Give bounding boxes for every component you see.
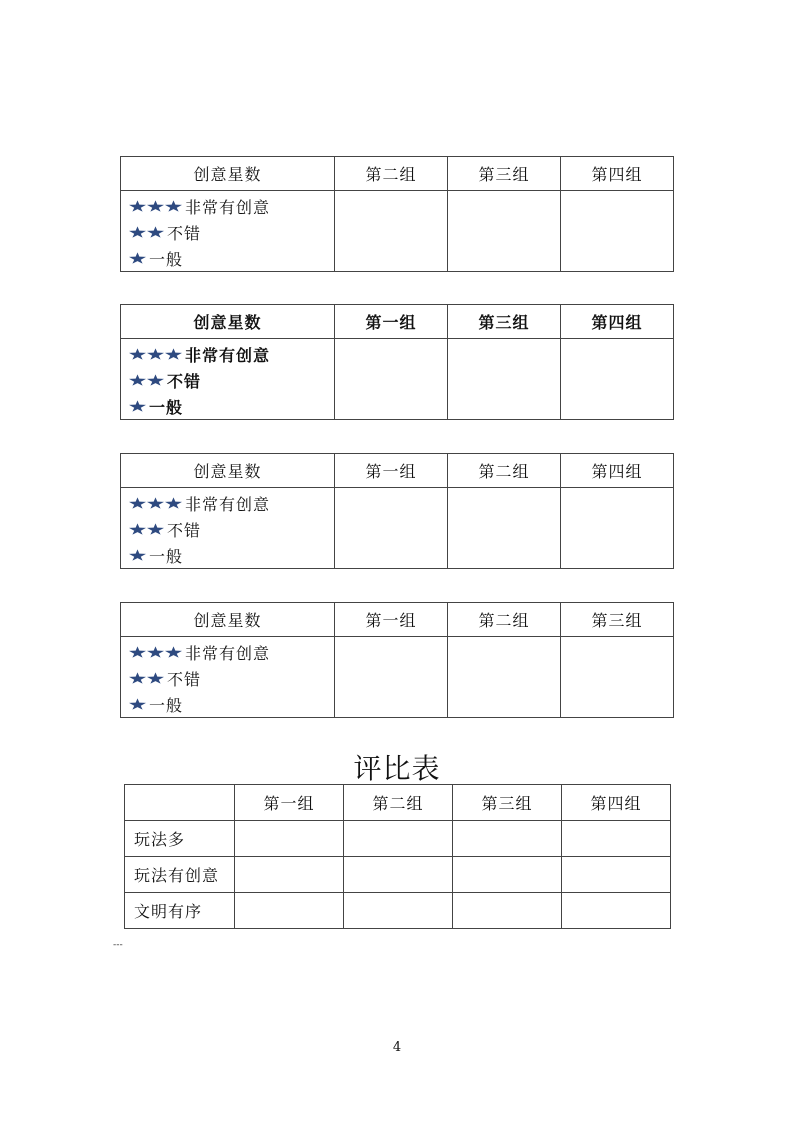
header-cell-group: 第二组 (335, 157, 448, 191)
star-icon (129, 646, 146, 658)
score-cell[interactable] (335, 488, 448, 569)
summary-title: 评比表 (353, 752, 441, 785)
score-cell[interactable] (561, 339, 674, 420)
star-level-item (121, 245, 334, 271)
star-icon (129, 400, 146, 412)
table-header-row (121, 157, 674, 191)
levels-cell (121, 488, 335, 569)
levels-cell (121, 637, 335, 718)
star-icon (147, 497, 164, 509)
star-level-item (121, 393, 334, 419)
star-icon (129, 523, 146, 535)
star-level-label: 非常有创意 (185, 643, 271, 663)
score-cell[interactable] (562, 893, 671, 929)
table-row (121, 488, 674, 569)
star-icon (147, 374, 164, 386)
score-cell[interactable] (344, 857, 453, 893)
score-cell[interactable] (453, 893, 562, 929)
star-level-label: 不错 (167, 669, 202, 689)
header-cell-group: 第三组 (453, 785, 562, 821)
star-level-item (121, 691, 334, 717)
star-icon (129, 200, 146, 212)
header-cell-group: 第四组 (562, 785, 671, 821)
star-level-item (121, 193, 334, 219)
score-cell[interactable] (448, 191, 561, 272)
score-cell[interactable] (448, 339, 561, 420)
star-level-item (121, 516, 334, 542)
star-level-label: 一般 (149, 546, 184, 566)
table-header-row (121, 603, 674, 637)
header-cell-group: 第四组 (561, 305, 674, 339)
header-cell-group: 第一组 (335, 305, 448, 339)
star-icon (129, 226, 146, 238)
header-cell-group: 第三组 (448, 305, 561, 339)
star-icon (147, 523, 164, 535)
star-level-label: 一般 (149, 695, 184, 715)
star-level-label: 不错 (167, 223, 202, 243)
star-level-item (121, 219, 334, 245)
score-cell[interactable] (344, 893, 453, 929)
dash-mark: --- (113, 940, 123, 950)
score-cell[interactable] (448, 637, 561, 718)
header-cell-group: 第四组 (561, 157, 674, 191)
score-cell[interactable] (335, 191, 448, 272)
levels-list (121, 488, 334, 568)
header-cell-group: 第一组 (335, 603, 448, 637)
score-cell[interactable] (453, 857, 562, 893)
star-icon (129, 374, 146, 386)
row-label: 玩法多 (125, 821, 235, 857)
header-cell-star-count: 创意星数 (121, 305, 335, 339)
table-row (121, 637, 674, 718)
table-row (121, 191, 674, 272)
rating-table-3 (120, 453, 674, 569)
star-icon (147, 646, 164, 658)
table-row (125, 857, 671, 893)
row-label: 玩法有创意 (125, 857, 235, 893)
score-cell[interactable] (453, 821, 562, 857)
star-rating (129, 646, 183, 658)
score-cell[interactable] (235, 857, 344, 893)
header-cell-group: 第三组 (561, 603, 674, 637)
star-rating (129, 226, 165, 238)
star-level-label: 不错 (167, 371, 202, 391)
star-rating (129, 252, 147, 264)
star-rating (129, 523, 165, 535)
star-icon (147, 226, 164, 238)
star-icon (129, 698, 146, 710)
star-icon (165, 646, 182, 658)
levels-list (121, 191, 334, 271)
table-header-row (121, 305, 674, 339)
star-icon (147, 348, 164, 360)
header-cell-corner (125, 785, 235, 821)
score-cell[interactable] (561, 488, 674, 569)
star-icon (147, 200, 164, 212)
header-cell-group: 第二组 (344, 785, 453, 821)
score-cell[interactable] (448, 488, 561, 569)
star-rating (129, 200, 183, 212)
score-cell[interactable] (562, 857, 671, 893)
star-level-item (121, 639, 334, 665)
score-cell[interactable] (344, 821, 453, 857)
star-level-item (121, 542, 334, 568)
header-cell-star-count: 创意星数 (121, 603, 335, 637)
score-cell[interactable] (235, 821, 344, 857)
page-number: 4 (392, 1040, 402, 1055)
star-level-item (121, 490, 334, 516)
table-header-row (125, 785, 671, 821)
levels-list (121, 637, 334, 717)
star-level-label: 非常有创意 (185, 197, 271, 217)
table-row (125, 893, 671, 929)
star-icon (129, 252, 146, 264)
header-cell-group: 第一组 (235, 785, 344, 821)
score-cell[interactable] (235, 893, 344, 929)
star-level-label: 非常有创意 (185, 345, 271, 365)
star-level-label: 非常有创意 (185, 494, 271, 514)
header-cell-star-count: 创意星数 (121, 454, 335, 488)
score-cell[interactable] (562, 821, 671, 857)
score-cell[interactable] (335, 637, 448, 718)
star-icon (129, 549, 146, 561)
star-icon (165, 497, 182, 509)
score-cell[interactable] (561, 191, 674, 272)
levels-list (121, 339, 334, 419)
star-icon (147, 672, 164, 684)
table-row (121, 339, 674, 420)
star-rating (129, 400, 147, 412)
levels-cell (121, 339, 335, 420)
star-rating (129, 497, 183, 509)
star-level-label: 一般 (149, 397, 184, 417)
score-cell[interactable] (561, 637, 674, 718)
header-cell-star-count: 创意星数 (121, 157, 335, 191)
star-rating (129, 698, 147, 710)
row-label: 文明有序 (125, 893, 235, 929)
table-row (125, 821, 671, 857)
star-rating (129, 672, 165, 684)
table-header-row (121, 454, 674, 488)
header-cell-group: 第二组 (448, 454, 561, 488)
header-cell-group: 第一组 (335, 454, 448, 488)
rating-table-1 (120, 156, 674, 272)
star-level-item (121, 341, 334, 367)
star-icon (165, 200, 182, 212)
summary-table (124, 784, 671, 929)
star-rating (129, 348, 183, 360)
star-level-item (121, 367, 334, 393)
levels-cell (121, 191, 335, 272)
score-cell[interactable] (335, 339, 448, 420)
star-level-item (121, 665, 334, 691)
header-cell-group: 第三组 (448, 157, 561, 191)
header-cell-group: 第二组 (448, 603, 561, 637)
star-icon (165, 348, 182, 360)
star-level-label: 不错 (167, 520, 202, 540)
star-icon (129, 672, 146, 684)
star-icon (129, 348, 146, 360)
rating-table-4 (120, 602, 674, 718)
star-icon (129, 497, 146, 509)
star-rating (129, 374, 165, 386)
header-cell-group: 第四组 (561, 454, 674, 488)
star-rating (129, 549, 147, 561)
star-level-label: 一般 (149, 249, 184, 269)
rating-table-2 (120, 304, 674, 420)
